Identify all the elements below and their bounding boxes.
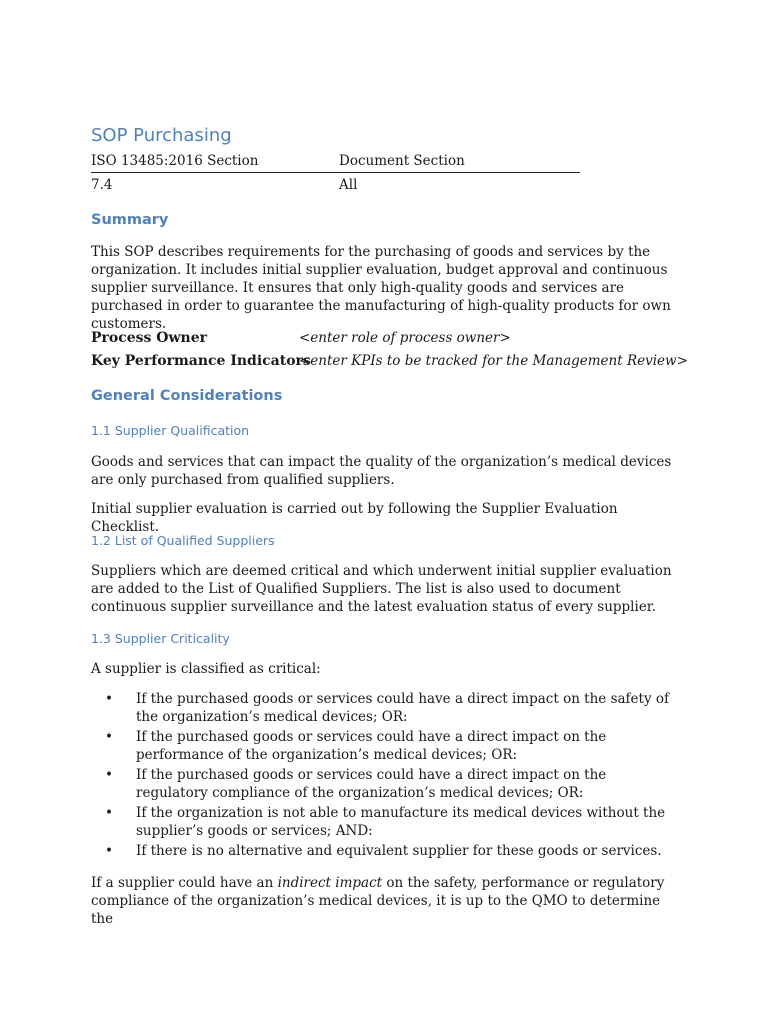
process-owner-label: Process Owner bbox=[91, 330, 208, 346]
bullet-glyph: • bbox=[105, 805, 113, 821]
table-header-document-section: Document Section bbox=[339, 153, 465, 169]
list-item bbox=[91, 766, 681, 802]
list-item bbox=[91, 690, 681, 726]
list-item bbox=[91, 842, 681, 860]
list-item-text: If the organization is not able to manufacture its medical devices without the supplier’s goods or services; AND: bbox=[136, 805, 666, 839]
table-header-iso-section: ISO 13485:2016 Section bbox=[91, 153, 259, 169]
general-considerations-heading: General Considerations bbox=[91, 388, 283, 404]
list-item bbox=[91, 804, 681, 840]
kpi-value: <enter KPIs to be tracked for the Management Review> bbox=[299, 353, 688, 369]
bullet-glyph: • bbox=[105, 843, 113, 859]
supplier-criticality-heading: 1.3 Supplier Criticality bbox=[91, 631, 230, 646]
summary-heading: Summary bbox=[91, 212, 169, 228]
indirect-impact-text-pre: If a supplier could have an bbox=[91, 875, 278, 891]
indirect-impact-paragraph bbox=[91, 874, 681, 928]
supplier-qualification-heading: 1.1 Supplier Qualification bbox=[91, 423, 250, 438]
kpi-label: Key Performance Indicators bbox=[91, 353, 311, 369]
indirect-impact-emphasis: indirect impact bbox=[277, 875, 383, 891]
table-cell-iso-section: 7.4 bbox=[91, 177, 113, 193]
list-item-text: If the purchased goods or services could have a direct impact on the performance of the organization’s medical devices; OR: bbox=[136, 729, 607, 763]
summary-text: This SOP describes requirements for the purchasing of goods and services by the organization. It includes initial supplier evaluation, budget approval and continuous supplier surveillance. It ensures that only high-quality goods and services are purchased in order to guarantee the manufacturing of high-quality products for own customers. bbox=[91, 244, 671, 332]
process-owner-value: <enter role of process owner> bbox=[299, 330, 511, 346]
document-title: SOP Purchasing bbox=[91, 125, 232, 146]
list-item-text: If the purchased goods or services could have a direct impact on the regulatory compliance of the organization’s medical devices; OR: bbox=[136, 767, 607, 801]
criticality-bullet-list bbox=[91, 690, 681, 862]
bullet-glyph: • bbox=[105, 767, 113, 783]
bullet-glyph: • bbox=[105, 729, 113, 745]
list-item-text: If there is no alternative and equivalent supplier for these goods or services. bbox=[136, 843, 662, 859]
table-cell-document-section: All bbox=[339, 177, 358, 193]
supplier-qualification-paragraph-1: Goods and services that can impact the quality of the organization’s medical devices are only purchased from qualified suppliers. bbox=[91, 454, 672, 488]
indirect-impact-text-post: on the safety, performance or regulatory compliance of the organization’s medical devices, it is up to the QMO to determine the bbox=[91, 875, 665, 927]
qualified-suppliers-paragraph: Suppliers which are deemed critical and which underwent initial supplier evaluation are added to the List of Qualified Suppliers. The list is also used to document continuous supplier surveillance and the latest evaluation status of every supplier. bbox=[91, 563, 672, 615]
table-header-divider bbox=[91, 172, 580, 173]
bullet-glyph: • bbox=[105, 691, 113, 707]
list-item bbox=[91, 728, 681, 764]
qualified-suppliers-heading: 1.2 List of Qualified Suppliers bbox=[91, 533, 275, 548]
list-item-text: If the purchased goods or services could have a direct impact on the safety of the organization’s medical devices; OR: bbox=[136, 691, 670, 725]
supplier-qualification-paragraph-2: Initial supplier evaluation is carried out by following the Supplier Evaluation Checklist. bbox=[91, 501, 618, 535]
supplier-criticality-intro: A supplier is classified as critical: bbox=[91, 661, 321, 677]
